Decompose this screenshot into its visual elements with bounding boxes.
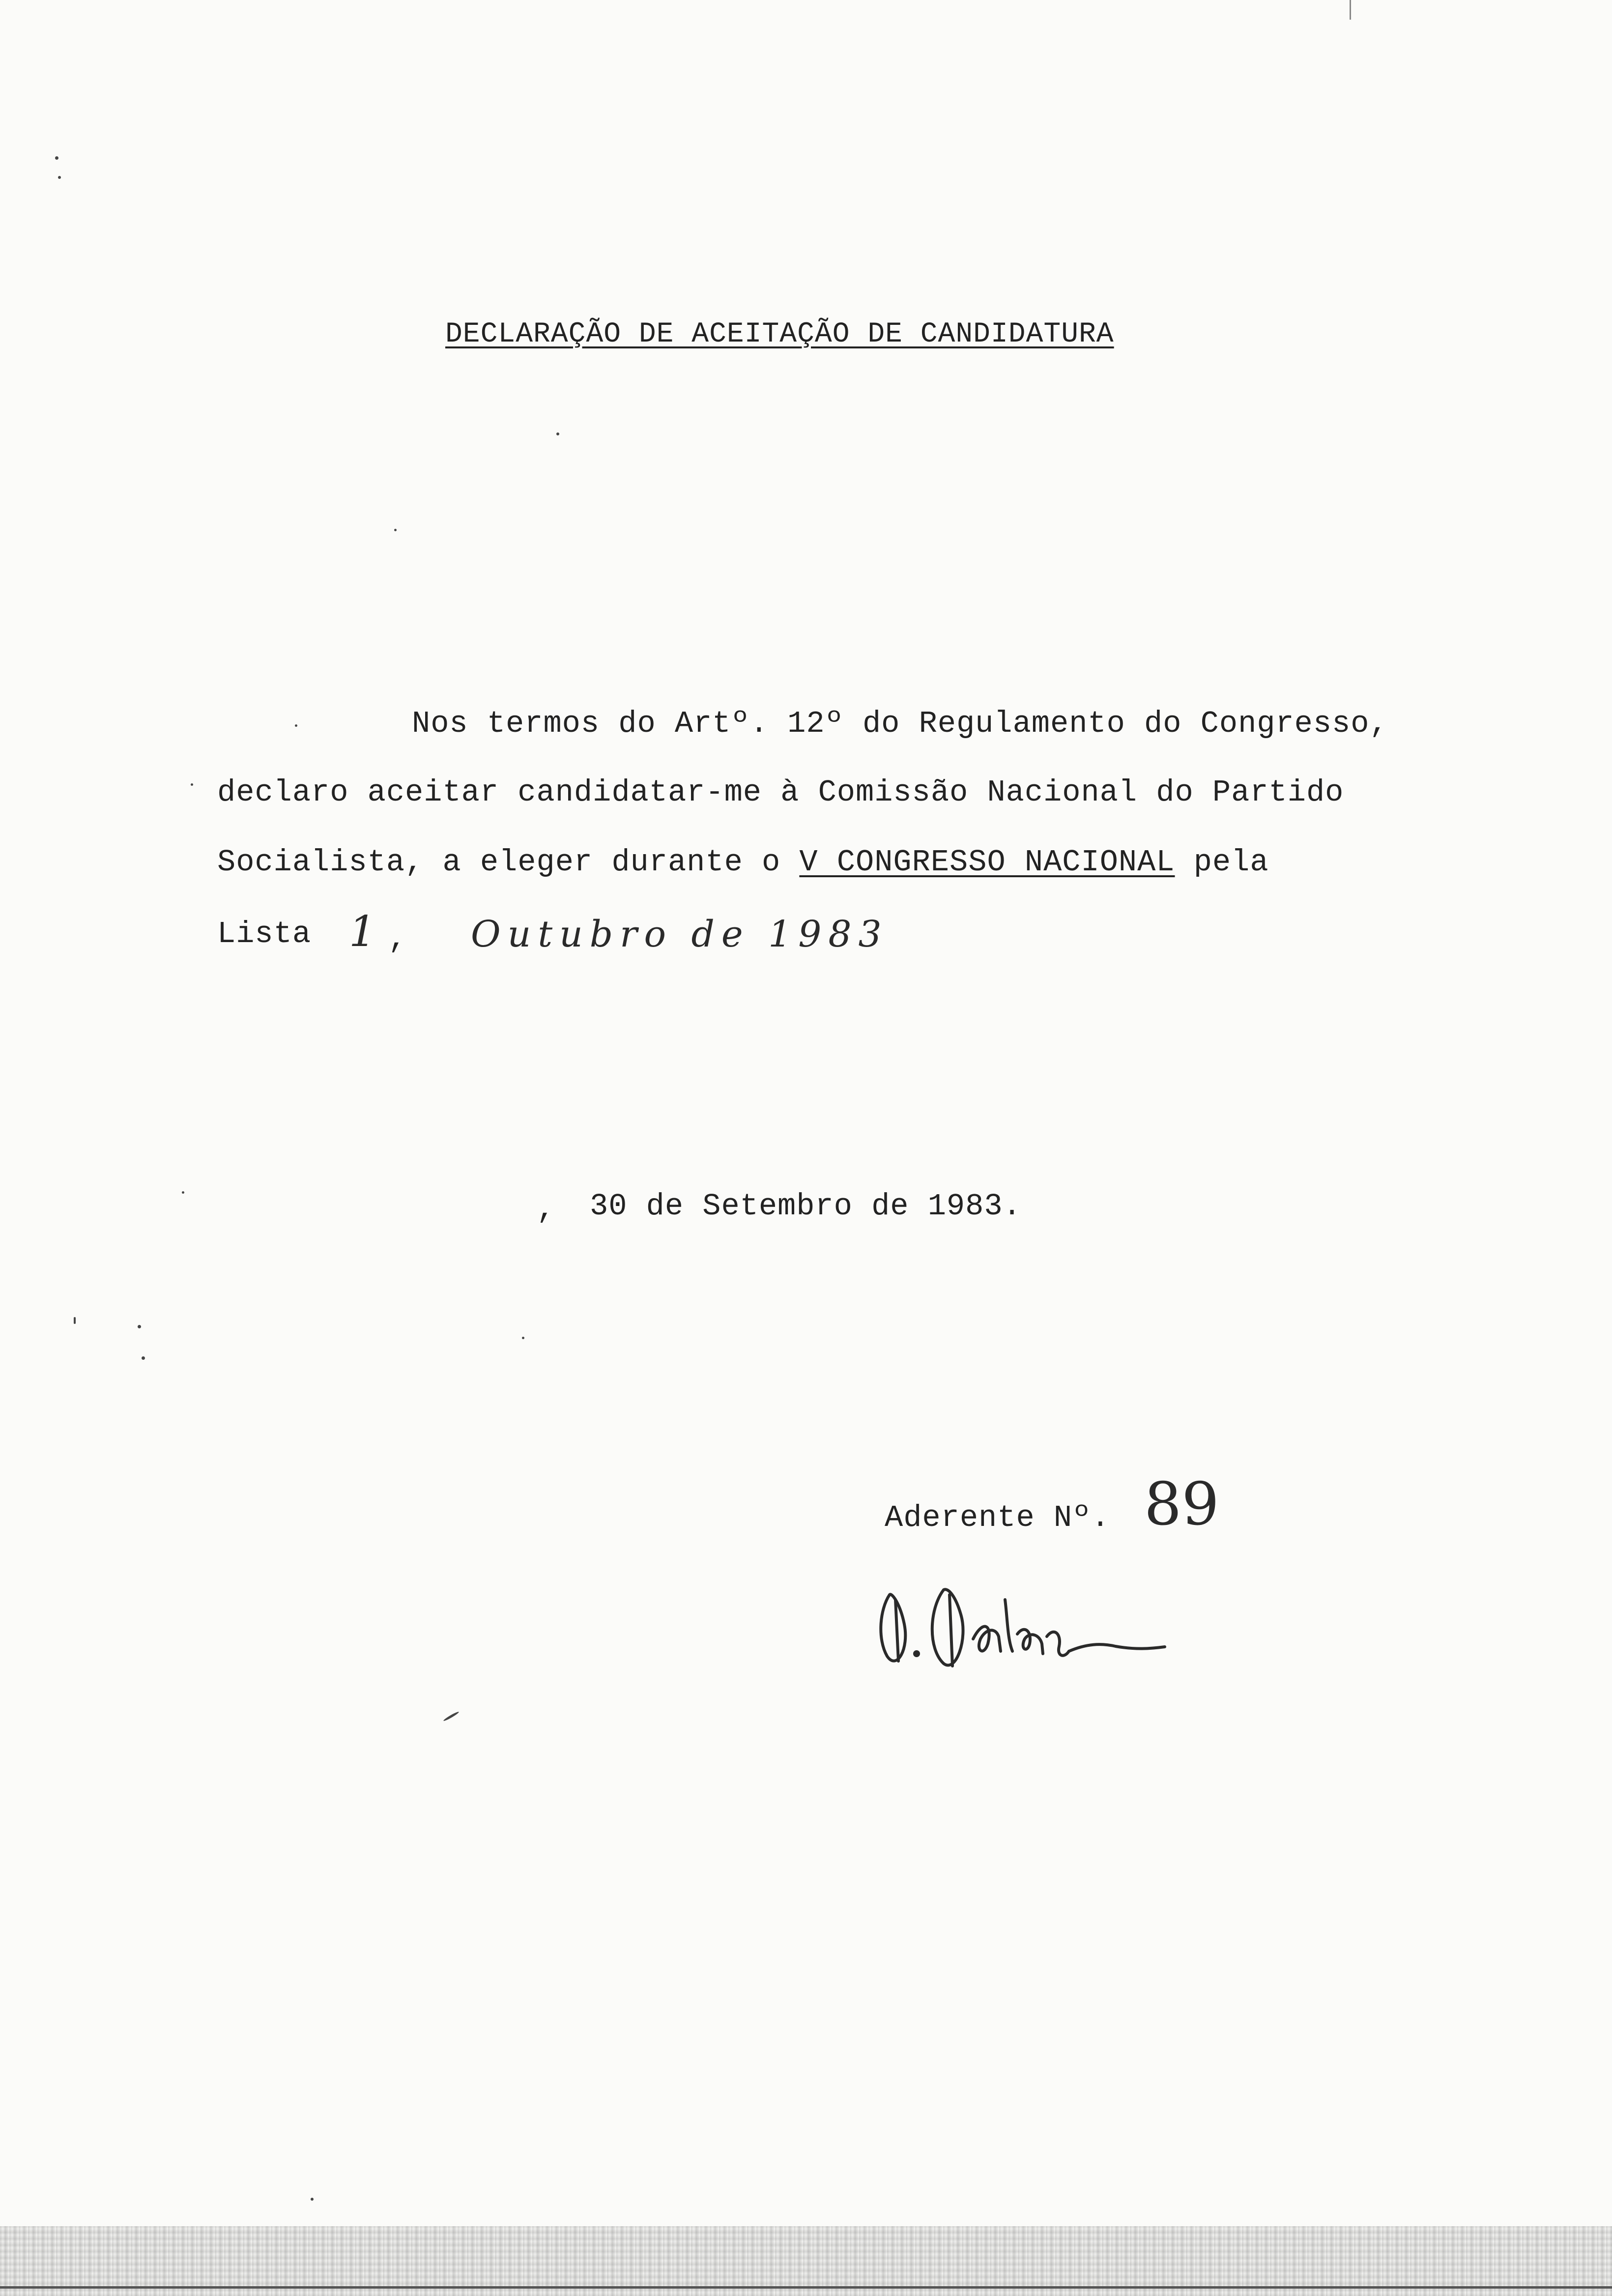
scan-speck: [522, 1337, 524, 1339]
body-line-4: [217, 919, 311, 949]
scan-speck: [182, 1191, 184, 1194]
list-number-handwritten: 1: [349, 907, 376, 956]
signature: [870, 1565, 1175, 1693]
list-label: Lista: [217, 917, 312, 951]
page-title: DECLARAÇÃO DE ACEITAÇÃO DE CANDIDATURA: [445, 318, 1114, 350]
body-line-3-prefix: Socialista, a eleger durante o: [217, 845, 800, 880]
handwritten-month-year: Outubro de 1983: [471, 913, 889, 955]
body-line-1: Nos termos do Artº. 12º do Regulamento do Congresso,: [412, 706, 1388, 741]
scan-speck: [138, 1325, 141, 1328]
list-separator: ,: [388, 921, 407, 956]
body-line-3: [217, 847, 1269, 878]
membership-number: 89: [1144, 1470, 1219, 1539]
scan-speck: [58, 176, 61, 179]
membership-label: Aderente Nº.: [885, 1500, 1110, 1535]
date-prefix: ,: [537, 1192, 556, 1227]
scan-speck: [191, 783, 193, 786]
scan-speck: [295, 724, 297, 727]
scan-speck: [311, 2198, 314, 2201]
scan-noise-band: [0, 2226, 1612, 2296]
scan-speck: [74, 1317, 76, 1324]
scan-mark: [1350, 0, 1351, 20]
scan-speck: [443, 1711, 460, 1722]
scan-speck: [142, 1356, 145, 1360]
congress-name: V CONGRESSO NACIONAL: [799, 845, 1175, 880]
scan-speck: [394, 529, 397, 531]
scan-speck: [55, 156, 58, 160]
date-line: 30 de Setembro de 1983.: [590, 1189, 1022, 1224]
body-line-3-suffix: pela: [1175, 845, 1269, 880]
body-line-2: declaro aceitar candidatar-me à Comissão Nacional do Partido: [217, 775, 1344, 810]
scan-speck: [556, 432, 559, 435]
bottom-rule: [0, 2286, 1612, 2289]
